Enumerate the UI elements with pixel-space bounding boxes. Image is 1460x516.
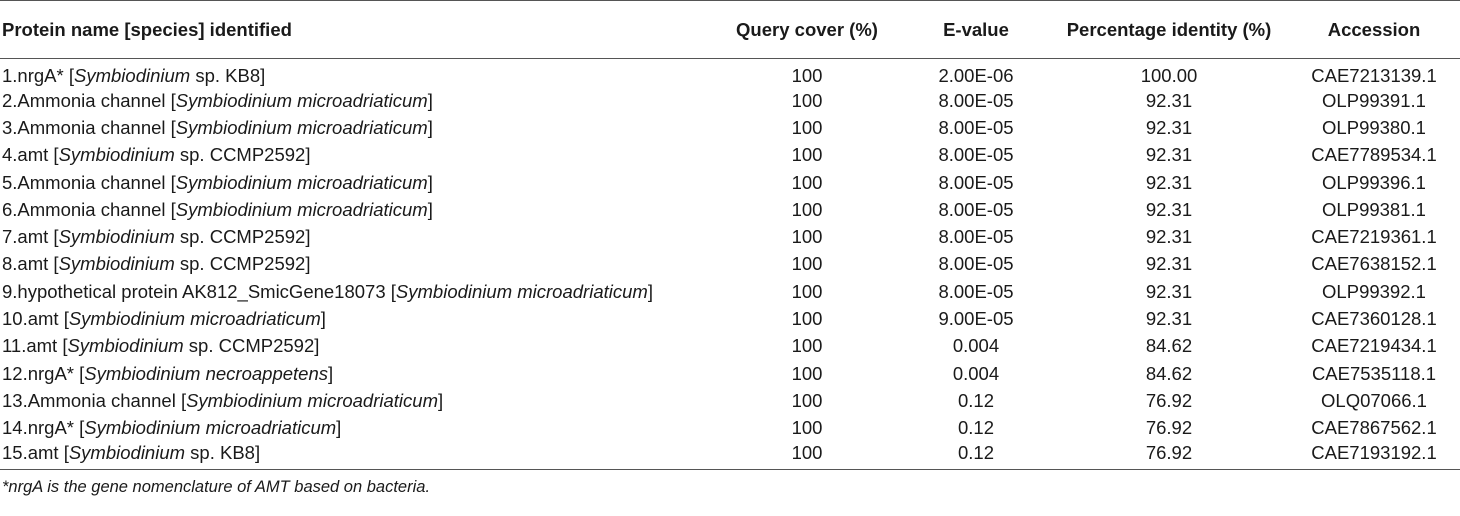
cell-percentage-identity: 76.92 <box>1145 417 1193 439</box>
name-suffix: ] <box>336 417 342 439</box>
cell-percentage-identity: 84.62 <box>1145 335 1193 357</box>
cell-protein-name <box>0 169 712 196</box>
cell-e-value: 9.00E-05 <box>938 308 1014 330</box>
cell-e-value: 8.00E-05 <box>938 89 1014 111</box>
cell-query-cover: 100 <box>791 226 823 248</box>
species-name: Symbiodinium microadriaticum <box>175 89 428 111</box>
species-name: Symbiodinium <box>58 253 175 275</box>
cell-accession: CAE7867562.1 <box>1311 417 1437 439</box>
cell-accession: OLP99381.1 <box>1322 198 1426 220</box>
name-suffix: sp. KB8] <box>190 65 266 86</box>
cell-query-cover: 100 <box>791 144 823 166</box>
cell-protein-name <box>0 442 712 469</box>
species-name: Symbiodinium microadriaticum <box>175 198 428 220</box>
table-row <box>0 169 1460 196</box>
species-name: Symbiodinium necroappetens <box>84 362 329 384</box>
species-name: Symbiodinium microadriaticum <box>68 308 321 330</box>
table-footnote: *nrgA is the gene nomenclature of AMT based on bacteria. <box>2 477 431 496</box>
cell-accession: OLP99380.1 <box>1322 116 1426 138</box>
cell-percentage-identity: 92.31 <box>1145 280 1193 302</box>
cell-protein-name <box>0 360 712 387</box>
header-percentage-identity: Percentage identity (%) <box>1050 1 1288 59</box>
cell-e-value: 8.00E-05 <box>938 253 1014 275</box>
cell-percentage-identity: 92.31 <box>1145 253 1193 275</box>
name-suffix: ] <box>427 89 433 111</box>
cell-accession: OLP99392.1 <box>1322 280 1426 302</box>
name-suffix: sp. CCMP2592] <box>174 144 311 166</box>
cell-percentage-identity: 76.92 <box>1145 389 1193 411</box>
cell-e-value: 0.12 <box>957 417 994 439</box>
table-header <box>0 1 1460 59</box>
table-row <box>0 415 1460 442</box>
cell-query-cover: 100 <box>791 198 823 220</box>
cell-protein-name <box>0 333 712 360</box>
cell-accession: CAE7193192.1 <box>1288 442 1460 469</box>
cell-protein-name <box>0 114 712 141</box>
cell-percentage-identity: 76.92 <box>1050 442 1288 469</box>
name-prefix: 3.Ammonia channel [ <box>2 116 176 138</box>
species-name: Symbiodinium microadriaticum <box>395 280 648 302</box>
cell-query-cover: 100 <box>791 253 823 275</box>
header-row <box>0 1 1460 59</box>
cell-e-value: 0.004 <box>952 335 1000 357</box>
name-suffix: ] <box>427 171 433 193</box>
table-row <box>0 333 1460 360</box>
cell-query-cover: 100 <box>791 89 823 111</box>
cell-percentage-identity: 92.31 <box>1145 226 1193 248</box>
name-prefix: 4.amt [ <box>2 144 59 166</box>
name-suffix: sp. CCMP2592] <box>174 253 311 275</box>
species-name: Symbiodinium microadriaticum <box>175 116 428 138</box>
cell-e-value: 8.00E-05 <box>938 226 1014 248</box>
cell-e-value: 0.004 <box>952 362 1000 384</box>
header-query-cover: Query cover (%) <box>712 1 902 59</box>
cell-query-cover: 100 <box>791 308 823 330</box>
species-name: Symbiodinium <box>74 65 191 86</box>
name-prefix: 15.amt [ <box>2 442 69 464</box>
table-row <box>0 59 1460 88</box>
cell-percentage-identity: 92.31 <box>1145 171 1193 193</box>
cell-query-cover: 100 <box>791 389 823 411</box>
cell-protein-name <box>0 415 712 442</box>
cell-protein-name <box>0 142 712 169</box>
cell-protein-name <box>0 196 712 223</box>
cell-e-value: 8.00E-05 <box>938 144 1014 166</box>
cell-protein-name <box>0 305 712 332</box>
cell-accession: CAE7535118.1 <box>1311 362 1437 384</box>
name-suffix: sp. CCMP2592] <box>183 335 320 357</box>
cell-accession: CAE7360128.1 <box>1311 308 1437 330</box>
cell-percentage-identity: 92.31 <box>1145 144 1193 166</box>
name-suffix: sp. KB8] <box>185 442 261 464</box>
name-prefix: 12.nrgA* [ <box>2 362 85 384</box>
cell-accession: CAE7789534.1 <box>1311 144 1437 166</box>
species-name: Symbiodinium microadriaticum <box>84 417 337 439</box>
species-name: Symbiodinium microadriaticum <box>175 171 428 193</box>
cell-e-value: 0.12 <box>902 442 1050 469</box>
species-name: Symbiodinium microadriaticum <box>186 389 438 411</box>
name-suffix: ] <box>328 362 334 384</box>
cell-protein-name <box>0 59 712 88</box>
cell-e-value: 8.00E-05 <box>938 171 1014 193</box>
table-row <box>0 114 1460 141</box>
table-body <box>0 59 1460 470</box>
name-prefix: 13.Ammonia channel [ <box>2 389 187 411</box>
name-prefix: 14.nrgA* [ <box>2 417 85 439</box>
cell-query-cover: 100 <box>791 280 823 302</box>
cell-query-cover: 100 <box>712 442 902 469</box>
cell-protein-name <box>0 223 712 250</box>
name-prefix: 5.Ammonia channel [ <box>2 171 176 193</box>
cell-accession: OLQ07066.1 <box>1321 389 1427 411</box>
table-row <box>0 87 1460 114</box>
table-row <box>0 387 1460 414</box>
cell-e-value: 8.00E-05 <box>938 116 1014 138</box>
cell-query-cover: 100 <box>791 417 823 439</box>
cell-accession: CAE7219361.1 <box>1311 226 1437 248</box>
name-suffix: ] <box>320 308 326 330</box>
cell-query-cover: 100 <box>791 362 823 384</box>
name-prefix: 9.hypothetical protein AK812_SmicGene18073 [ <box>2 280 396 302</box>
cell-percentage-identity: 92.31 <box>1145 89 1193 111</box>
cell-query-cover: 100 <box>791 335 823 357</box>
cell-accession: CAE7219434.1 <box>1311 335 1437 357</box>
name-prefix: 8.amt [ <box>2 253 59 275</box>
header-protein-name: Protein name [species] identified <box>0 1 712 59</box>
cell-e-value: 2.00E-06 <box>938 65 1014 86</box>
cell-e-value: 0.12 <box>957 389 994 411</box>
table-row <box>0 442 1460 469</box>
cell-accession: CAE7638152.1 <box>1311 253 1437 275</box>
name-suffix: sp. CCMP2592] <box>174 226 311 248</box>
cell-percentage-identity: 100.00 <box>1140 65 1198 86</box>
cell-percentage-identity: 92.31 <box>1145 308 1193 330</box>
name-prefix: 11.amt [ <box>2 335 68 357</box>
header-e-value: E-value <box>902 1 1050 59</box>
table-row <box>0 278 1460 305</box>
name-suffix: ] <box>427 198 433 220</box>
cell-accession: CAE7213139.1 <box>1311 65 1437 86</box>
name-prefix: 7.amt [ <box>2 226 59 248</box>
species-name: Symbiodinium <box>58 144 175 166</box>
cell-query-cover: 100 <box>791 65 823 86</box>
cell-accession: OLP99391.1 <box>1322 89 1426 111</box>
species-name: Symbiodinium <box>68 442 186 464</box>
name-suffix: ] <box>647 280 653 302</box>
name-suffix: ] <box>437 389 444 411</box>
table-row <box>0 223 1460 250</box>
name-prefix: 6.Ammonia channel [ <box>2 198 176 220</box>
cell-e-value: 8.00E-05 <box>938 280 1014 302</box>
table-row <box>0 142 1460 169</box>
cell-query-cover: 100 <box>791 116 823 138</box>
header-accession: Accession <box>1288 1 1460 59</box>
cell-protein-name <box>0 87 712 114</box>
cell-query-cover: 100 <box>791 171 823 193</box>
cell-accession: OLP99396.1 <box>1322 171 1426 193</box>
species-name: Symbiodinium <box>67 335 184 357</box>
cell-e-value: 8.00E-05 <box>938 198 1014 220</box>
species-name: Symbiodinium <box>58 226 175 248</box>
cell-protein-name <box>0 251 712 278</box>
cell-percentage-identity: 92.31 <box>1145 198 1193 220</box>
table-row <box>0 196 1460 223</box>
table-row <box>0 305 1460 332</box>
cell-percentage-identity: 92.31 <box>1145 116 1193 138</box>
table-row <box>0 360 1460 387</box>
name-prefix: 2.Ammonia channel [ <box>2 89 176 111</box>
name-prefix: 1.nrgA* [ <box>2 65 74 86</box>
name-suffix: ] <box>427 116 433 138</box>
table-row <box>0 251 1460 278</box>
cell-protein-name <box>0 278 712 305</box>
cell-percentage-identity: 84.62 <box>1145 362 1193 384</box>
cell-protein-name <box>0 387 712 414</box>
name-prefix: 10.amt [ <box>2 308 69 330</box>
